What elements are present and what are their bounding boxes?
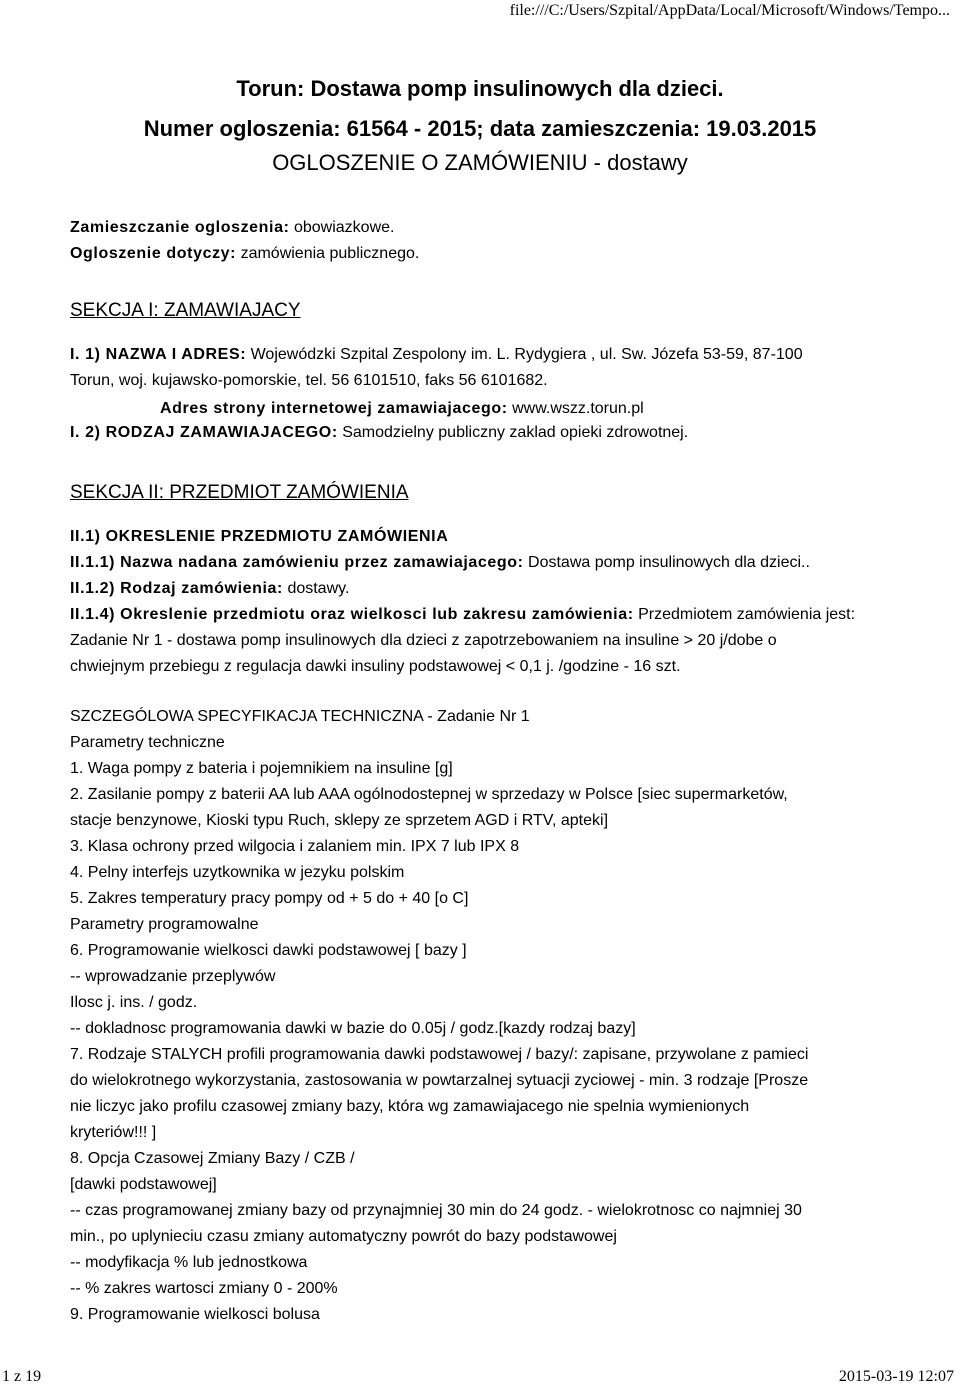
spec-line: 2. Zasilanie pompy z baterii AA lub AAA ogólnodostepnej w sprzedazy w Polsce [siec supermarketów, xyxy=(70,786,788,803)
subject-subheading xyxy=(70,528,448,546)
spec-line: stacje benzynowe, Kioski typu Ruch, sklepy ze sprzetem AGD i RTV, apteki] xyxy=(70,812,609,829)
order-desc-label: II.1.4) Okreslenie przedmiotu oraz wielkosci lub zakresu zamówienia: xyxy=(70,606,634,623)
notice-number-line: Numer ogloszenia: 61564 - 2015; data zamieszczenia: 19.03.2015 xyxy=(143,116,817,141)
section2-heading: SEKCJA II: PRZEDMIOT ZAMÓWIENIA xyxy=(70,482,409,503)
order-name-label: II.1.1) Nazwa nadana zamówieniu przez zamawiajacego: xyxy=(70,554,524,571)
concerns-row xyxy=(70,245,419,263)
spec-line: Ilosc j. ins. / godz. xyxy=(70,994,198,1011)
order-kind-label: II.1.2) Rodzaj zamówienia: xyxy=(70,580,283,597)
order-desc-line: chwiejnym przebiegu z regulacja dawki insuliny podstawowej < 0,1 j. /godzine - 16 szt. xyxy=(70,658,681,675)
spec-line: -- % zakres wartosci zmiany 0 - 200% xyxy=(70,1280,338,1297)
concerns-value: zamówienia publicznego. xyxy=(240,245,420,262)
order-desc-row xyxy=(70,606,855,624)
page-url: file:///C:/Users/Szpital/AppData/Local/Microsoft/Windows/Tempo... xyxy=(509,2,950,19)
website-row xyxy=(160,400,644,418)
placement-value: obowiazkowe. xyxy=(293,219,395,236)
spec-line: 8. Opcja Czasowej Zmiany Bazy / CZB / xyxy=(70,1150,355,1167)
authority-type-label: I. 2) RODZAJ ZAMAWIAJACEGO: xyxy=(70,424,338,441)
print-datetime: 2015-03-19 12:07 xyxy=(838,1368,954,1385)
spec-line: 5. Zakres temperatury pracy pompy od + 5 do + 40 [o C] xyxy=(70,890,469,907)
spec-line: -- modyfikacja % lub jednostkowa xyxy=(70,1254,308,1271)
spec-line: [dawki podstawowej] xyxy=(70,1176,217,1193)
order-kind-row xyxy=(70,580,349,598)
authority-type-row xyxy=(70,424,688,442)
section1-heading: SEKCJA I: ZAMAWIAJACY xyxy=(70,300,301,321)
authority-type-value: Samodzielny publiczny zaklad opieki zdrowotnej. xyxy=(342,424,689,441)
placement-label: Zamieszczanie ogloszenia: xyxy=(70,219,290,236)
website-value[interactable]: www.wszz.torun.pl xyxy=(512,400,644,417)
spec-line: 4. Pelny interfejs uzytkownika w jezyku polskim xyxy=(70,864,405,881)
notice-type-heading: OGLOSZENIE O ZAMÓWIENIU - dostawy xyxy=(272,150,688,175)
spec-line: -- dokladnosc programowania dawki w bazie do 0.05j / godz.[kazdy rodzaj bazy] xyxy=(70,1020,636,1037)
spec-line: 1. Waga pompy z bateria i pojemnikiem na insuline [g] xyxy=(70,760,453,777)
order-name-value: Dostawa pomp insulinowych dla dzieci.. xyxy=(528,554,810,571)
notice-title: Torun: Dostawa pomp insulinowych dla dzieci. xyxy=(236,76,724,101)
spec-line: Parametry techniczne xyxy=(70,734,225,751)
spec-line: -- wprowadzanie przeplywów xyxy=(70,968,276,985)
order-name-row xyxy=(70,554,810,572)
contracting-authority-row xyxy=(70,346,803,364)
spec-line: 3. Klasa ochrony przed wilgocia i zalaniem min. IPX 7 lub IPX 8 xyxy=(70,838,520,855)
page-counter: 1 z 19 xyxy=(2,1368,42,1385)
spec-line: Parametry programowalne xyxy=(70,916,259,933)
spec-line: -- czas programowanej zmiany bazy od przynajmniej 30 min do 24 godz. - wielokrotnosc co najmniej 30 xyxy=(70,1202,802,1219)
spec-heading: SZCZEGÓLOWA SPECYFIKACJA TECHNICZNA - Zadanie Nr 1 xyxy=(70,708,530,725)
concerns-label: Ogloszenie dotyczy: xyxy=(70,245,237,262)
spec-line: min., po uplynieciu czasu zmiany automatyczny powrót do bazy podstawowej xyxy=(70,1228,617,1245)
placement-row xyxy=(70,219,394,237)
authority-name-label: I. 1) NAZWA I ADRES: xyxy=(70,346,247,363)
order-kind-value: dostawy. xyxy=(287,580,350,597)
website-label: Adres strony internetowej zamawiajacego: xyxy=(160,400,508,417)
spec-line: do wielokrotnego wykorzystania, zastosowania w powtarzalnej sytuacji zyciowej - min. 3 rodzaje [Prosze xyxy=(70,1072,809,1089)
spec-line: 7. Rodzaje STALYCH profili programowania dawki podstawowej / bazy/: zapisane, przywolane z pamieci xyxy=(70,1046,809,1063)
spec-line: nie liczyc jako profilu czasowej zmiany bazy, która wg zamawiajacego nie spelnia wymienionych xyxy=(70,1098,750,1115)
authority-address-cont: Torun, woj. kujawsko-pomorskie, tel. 56 6101510, faks 56 6101682. xyxy=(70,372,548,389)
spec-line: 9. Programowanie wielkosci bolusa xyxy=(70,1306,320,1323)
order-desc-value: Przedmiotem zamówienia jest: xyxy=(638,606,856,623)
spec-line: 6. Programowanie wielkosci dawki podstawowej [ bazy ] xyxy=(70,942,467,959)
spec-line: kryteriów!!! ] xyxy=(70,1124,157,1141)
subject-subheading-label: II.1) OKRESLENIE PRZEDMIOTU ZAMÓWIENIA xyxy=(70,528,449,545)
authority-name-value: Wojewódzki Szpital Zespolony im. L. Rydygiera , ul. Sw. Józefa 53-59, 87-100 xyxy=(250,346,803,363)
order-desc-line: Zadanie Nr 1 - dostawa pomp insulinowych dla dzieci z zapotrzebowaniem na insuline > 20 j/dobe o xyxy=(70,632,777,649)
